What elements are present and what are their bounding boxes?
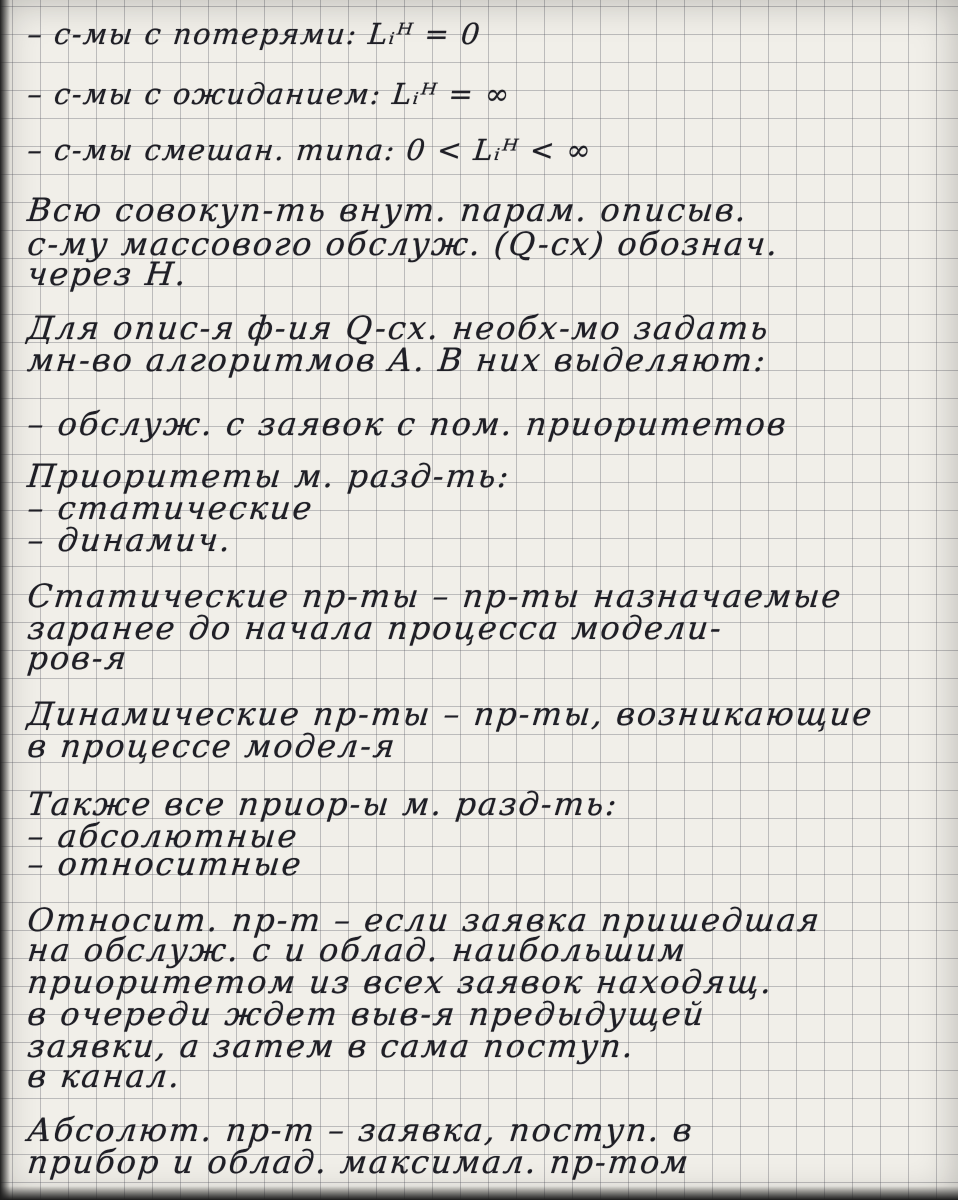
text-line-6: через H. xyxy=(25,255,190,293)
text-line-21: Относит. пр-т – если заявка пришедшая xyxy=(25,901,823,939)
text-line-14: заранее до начала процесса модели- xyxy=(25,609,725,647)
text-line-1: – с-мы с потерями: Lᵢᴴ = 0 xyxy=(25,17,483,51)
text-line-17: в процессе модел-я xyxy=(25,727,399,765)
text-line-18: Также все приор-ы м. разд-ть: xyxy=(25,785,621,823)
text-line-16: Динамические пр-ты – пр-ты, возникающие xyxy=(25,695,876,733)
text-line-5: с-му массового обслуж. (Q-сх) обознач. xyxy=(25,225,782,263)
text-line-28: прибор и облад. максимал. пр-том xyxy=(25,1143,693,1181)
text-line-11: – статические xyxy=(25,489,316,527)
text-line-27: Абсолют. пр-т – заявка, поступ. в xyxy=(25,1111,696,1149)
text-line-13: Статические пр-ты – пр-ты назначаемые xyxy=(25,577,845,615)
text-line-10: Приоритеты м. разд-ть: xyxy=(25,457,513,495)
text-line-23: приоритетом из всех заявок находящ. xyxy=(25,963,776,1001)
text-line-3: – с-мы смешан. типа: 0 < Lᵢᴴ < ∞ xyxy=(25,133,594,167)
text-line-7: Для опис-я ф-ия Q-сх. необх-мо задать xyxy=(25,309,772,347)
text-line-19: – абсолютные xyxy=(25,817,301,855)
text-line-26: в канал. xyxy=(25,1057,184,1095)
text-line-8: мн-во алгоритмов A. В них выделяют: xyxy=(25,341,769,379)
page-bottom-edge xyxy=(0,1186,958,1200)
text-line-20: – относитные xyxy=(25,845,305,883)
text-line-15: ров-я xyxy=(25,639,131,677)
text-line-12: – динамич. xyxy=(25,521,235,559)
text-line-24: в очереди ждет выв-я предыдущей xyxy=(25,995,708,1033)
text-line-9: – обслуж. с заявок с пом. приоритетов xyxy=(25,405,790,443)
text-line-4: Всю совокуп-ть внут. парам. описыв. xyxy=(25,191,750,229)
text-line-22: на обслуж. с и облад. наибольшим xyxy=(25,931,689,969)
text-line-25: заявки, а затем в сама поступ. xyxy=(25,1027,637,1065)
text-line-2: – с-мы с ожиданием: Lᵢᴴ = ∞ xyxy=(25,77,513,111)
page-left-edge xyxy=(0,0,10,1200)
